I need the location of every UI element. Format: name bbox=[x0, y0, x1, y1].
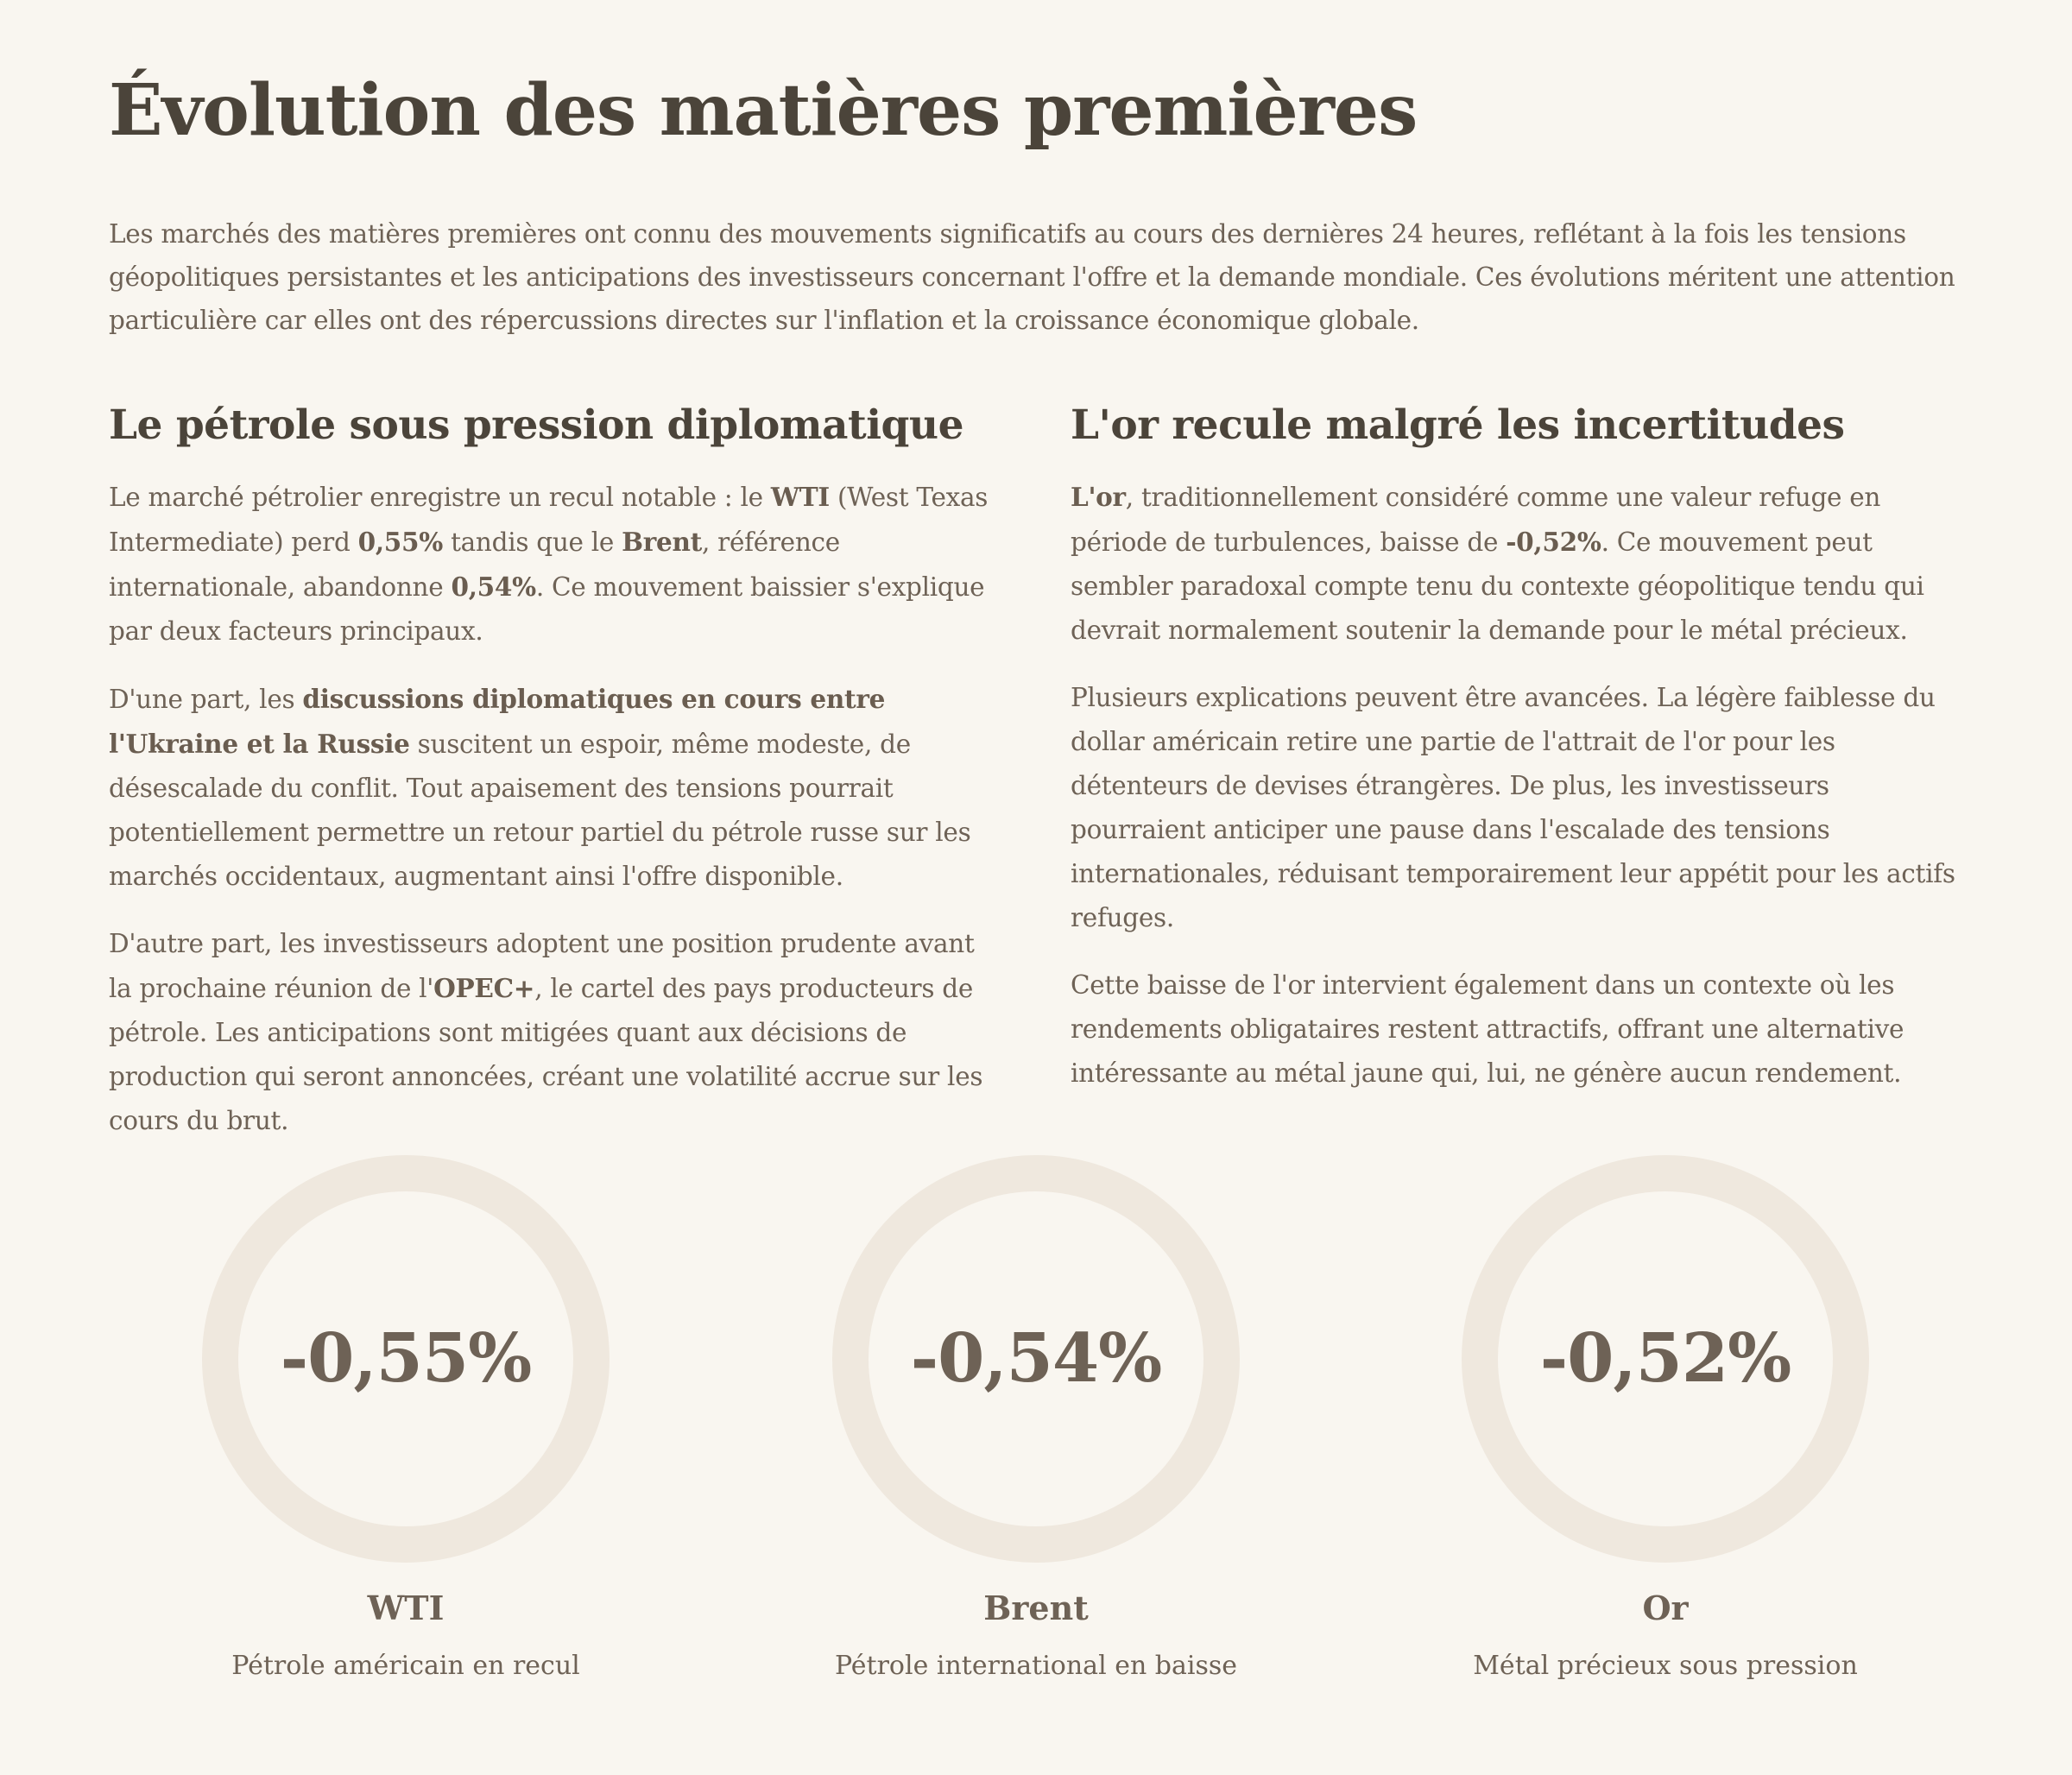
ring-icon bbox=[202, 1155, 610, 1563]
stat-value: -0,52% bbox=[1539, 1319, 1791, 1398]
oil-paragraph-1 bbox=[109, 475, 989, 654]
oil-heading: Le pétrole sous pression diplomatique bbox=[109, 401, 963, 449]
stat-name: WTI bbox=[367, 1589, 445, 1627]
ring-icon bbox=[832, 1155, 1240, 1563]
stat-name: Or bbox=[1642, 1589, 1689, 1627]
brent-change: 0,54% bbox=[451, 572, 536, 602]
stat-name: Brent bbox=[983, 1589, 1089, 1627]
stat-value: -0,55% bbox=[280, 1319, 532, 1398]
text-run: , traditionnellement considéré comme une valeur refuge en période de turbulences, baisse de bbox=[1071, 483, 1881, 557]
intro-paragraph: Les marchés des matières premières ont connu des mouvements significatifs au cours des dernières 24 heures, reflétant à la fois les tensions géopolitiques persistantes et les anticipations des investisseurs concernant l'offre et la demande mondiale. Ces évolutions méritent une attention particulière car elles ont des répercussions directes sur l'inflation et la croissance économique globale. bbox=[109, 219, 1955, 335]
stat-wti bbox=[164, 1155, 648, 1685]
oil-paragraph-3 bbox=[109, 922, 989, 1143]
stat-description: Pétrole international en baisse bbox=[834, 1651, 1238, 1681]
gold-paragraph-1 bbox=[1071, 475, 1968, 653]
text-run: D'autre part, les investisseurs adoptent une position prudente avant la prochaine réunion de l' bbox=[109, 929, 975, 1003]
gold-paragraph-3: Cette baisse de l'or intervient également dans un contexte où les rendements obligataires restent attractifs, offrant une alternative intéressante au métal jaune qui, lui, ne génère aucun rendement. bbox=[1071, 970, 1905, 1088]
stat-gold bbox=[1424, 1155, 1907, 1685]
stat-value: -0,54% bbox=[910, 1319, 1162, 1398]
text-run: . Ce mouvement baissier s'explique par deux facteurs principaux. bbox=[109, 572, 985, 646]
gold-paragraph-2: Plusieurs explications peuvent être avancées. La légère faiblesse du dollar américain retire une partie de l'attrait de l'or pour les détenteurs de devises étrangères. De plus, les investisseurs pourraient anticiper une pause dans l'escalade des tensions internationales, réduisant temporairement leur appétit pour les actifs refuges. bbox=[1071, 683, 1955, 932]
text-run: Le marché pétrolier enregistre un recul notable : le bbox=[109, 483, 771, 512]
text-run: , référence internationale, abandonne bbox=[109, 527, 840, 602]
gold-change: -0,52% bbox=[1506, 527, 1601, 557]
stat-brent bbox=[794, 1155, 1278, 1685]
wti-change: 0,55% bbox=[357, 527, 443, 557]
text-run: D'une part, les bbox=[109, 685, 303, 714]
gold-label: L'or bbox=[1071, 482, 1126, 512]
stat-description: Métal précieux sous pression bbox=[1473, 1651, 1858, 1681]
wti-label: WTI bbox=[770, 482, 830, 512]
stat-description: Pétrole américain en recul bbox=[231, 1651, 580, 1681]
oil-section bbox=[109, 395, 989, 1166]
text-run: . Ce mouvement peut sembler paradoxal compte tenu du contexte géopolitique tendu qui devrait normalement soutenir la demande pour le métal précieux. bbox=[1071, 527, 1924, 645]
text-run: tandis que le bbox=[443, 527, 622, 557]
ring-icon bbox=[1462, 1155, 1869, 1563]
page-title: Évolution des matières premières bbox=[109, 69, 1418, 152]
gold-section bbox=[1071, 395, 1968, 1119]
diplomacy-highlight: discussions diplomatiques en cours entre l'Ukraine et la Russie bbox=[109, 684, 886, 759]
stats-row bbox=[0, 1155, 2072, 1708]
gold-heading: L'or recule malgré les incertitudes bbox=[1071, 401, 1845, 449]
opec-highlight: OPEC+ bbox=[433, 973, 535, 1003]
text-run: , le cartel des pays producteurs de pétrole. Les anticipations sont mitigées quant aux décisions de production qui seront annoncées, créant une volatilité accrue sur les cours du brut. bbox=[109, 974, 983, 1135]
brent-label: Brent bbox=[622, 527, 702, 557]
text-run: (West Texas Intermediate) perd bbox=[109, 483, 989, 557]
text-run: suscitent un espoir, même modeste, de désescalade du conflit. Tout apaisement des tensions pourrait potentiellement permettre un retour partiel du pétrole russe sur les marchés occidentaux, augmentant ainsi l'offre disponible. bbox=[109, 730, 971, 891]
oil-paragraph-2 bbox=[109, 677, 989, 899]
